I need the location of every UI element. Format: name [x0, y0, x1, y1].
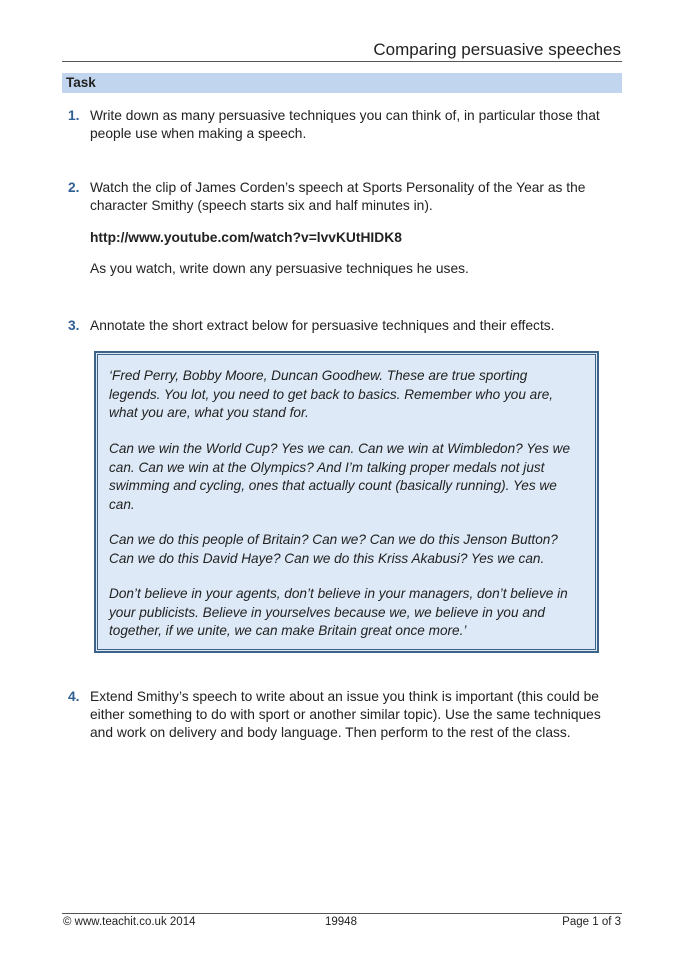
task-text: people use when making a speech.	[90, 126, 307, 141]
extract-line: swimming and cycling, ones that actually count (basically running). Yes we	[109, 478, 557, 493]
footer-copyright: © www.teachit.co.uk 2014	[63, 916, 196, 928]
task-heading: Task	[66, 75, 96, 90]
extract-paragraph	[109, 531, 558, 568]
task-number: 1.	[68, 108, 80, 123]
extract-line: your publicists. Believe in yourselves because we, we believe in you and	[109, 604, 545, 620]
task-text: Watch the clip of James Corden’s speech at Sports Personality of the Year as the	[90, 180, 586, 195]
footer-page-number: Page 1 of 3	[562, 916, 621, 928]
extract-line: together, if we unite, we can make Britain great once more.’	[109, 623, 467, 638]
extract-line: can.	[109, 496, 135, 512]
task-text: and work on delivery and body language. Then perform to the rest of the class.	[90, 725, 571, 740]
task-text: As you watch, write down any persuasive techniques he uses.	[90, 261, 469, 276]
extract-paragraph	[109, 585, 568, 641]
extract-paragraph	[109, 440, 570, 514]
task-heading-bar	[62, 73, 622, 93]
task-number: 4.	[68, 689, 80, 704]
header-divider	[62, 61, 622, 62]
extract-line: Don’t believe in your agents, don’t believe in your managers, don’t believe in	[109, 586, 568, 601]
extract-line: legends. You lot, you need to get back to basics. Remember who you are,	[109, 386, 554, 402]
speech-extract-box	[95, 352, 598, 652]
task-text: Annotate the short extract below for persuasive techniques and their effects.	[90, 318, 555, 333]
extract-line: Can we do this people of Britain? Can we? Can we do this Jenson Button?	[109, 532, 558, 547]
task-number: 2.	[68, 180, 80, 195]
task-text: character Smithy (speech starts six and half minutes in).	[90, 198, 433, 213]
task-text: either something to do with sport or another similar topic). Use the same techniques	[90, 707, 601, 722]
extract-line: what you are, what you stand for.	[109, 405, 309, 420]
page-title: Comparing persuasive speeches	[373, 40, 621, 59]
extract-paragraph	[109, 367, 553, 423]
extract-line: can. Can we win at the Olympics? And I’m talking proper medals not just	[109, 459, 545, 475]
task-text: Write down as many persuasive techniques you can think of, in particular those that	[90, 108, 600, 123]
extract-line: Can we win the World Cup? Yes we can. Can we win at Wimbledon? Yes we	[109, 441, 571, 456]
task-text: Extend Smithy’s speech to write about an issue you think is important (this could be	[90, 689, 599, 704]
task-number: 3.	[68, 318, 80, 333]
footer-divider	[62, 913, 622, 914]
footer-code: 19948	[325, 916, 357, 928]
extract-line: Can we do this David Haye? Can we do this Kriss Akabusi? Yes we can.	[109, 550, 545, 566]
extract-line: ‘Fred Perry, Bobby Moore, Duncan Goodhew. These are true sporting	[109, 368, 528, 383]
video-link[interactable]: http://www.youtube.com/watch?v=lvvKUtHIDK8	[90, 230, 402, 245]
